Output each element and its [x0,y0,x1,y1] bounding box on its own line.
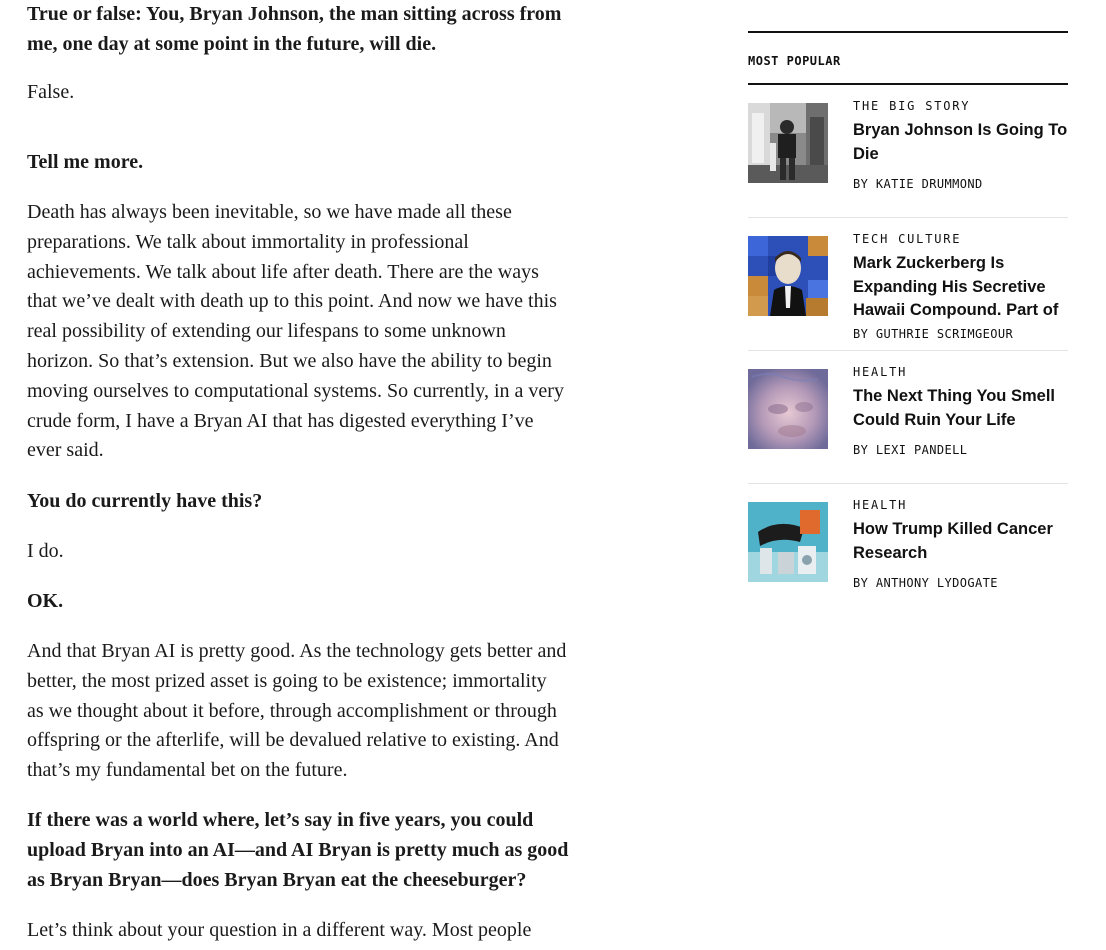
interview-question [27,587,63,617]
interview-answer [27,78,74,108]
most-popular-list [748,85,1068,617]
story-author-link[interactable]: GUTHRIE SCRIMGEOUR [875,326,1014,341]
paragraph-line: moving ourselves to computational systems. So currently, in a very [27,379,564,402]
paragraph-line: better, the most prized asset is going to be existence; immortality [27,669,547,692]
interview-answer [27,916,531,946]
story-headline-line: Expanding His Secretive [853,277,1046,296]
story-rubric: HEALTH [853,498,908,512]
byline-prefix: BY [853,177,869,191]
story-rubric: TECH CULTURE [853,232,962,246]
byline-prefix: BY [853,326,869,341]
story-item [748,351,1068,484]
paragraph-line: horizon. So that’s extension. But we also have the ability to begin [27,349,552,372]
paragraph-line: me, one day at some point in the future, will die. [27,32,437,55]
paragraph-line: real possibility of extending our lifespans to some unknown [27,320,506,343]
paragraph-line: offspring or the afterlife, will be devalued relative to existing. And [27,729,559,752]
paragraph-line: Let’s think about your question in a different way. Most people [27,919,532,941]
most-popular-heading: MOST POPULAR [748,33,1068,85]
story-author-link[interactable]: LEXI PANDELL [875,443,968,457]
paragraph-line: achievements. We talk about life after death. There are the ways [27,260,539,283]
paragraph-line: Tell me more. [27,151,144,173]
interview-answer [27,637,566,786]
story-byline [853,443,1068,457]
story-headline-line: Bryan Johnson Is Going To [853,121,1068,139]
story-headline-line: Research [853,543,928,562]
byline-prefix: BY [853,576,869,590]
story-thumbnail[interactable] [748,103,828,183]
paragraph-line: that we’ve dealt with death up to this point. And now we have this [27,290,557,313]
paragraph-line: as Bryan Bryan—does Bryan Bryan eat the cheeseburger? [27,868,527,891]
interview-answer [27,537,64,567]
story-text [853,498,1068,590]
paragraph-line: If there was a world where, let’s say in five years, you could [27,809,534,831]
story-text [853,232,1068,341]
paragraph-line: You do currently have this? [27,490,263,512]
story-headline-line: Die [853,144,879,163]
paragraph-line: crude form, I have a Bryan AI that has digested everything I’ve [27,409,534,432]
story-headline-line: Mark Zuckerberg Is [853,254,1005,272]
interview-question [27,806,568,895]
paragraph-line: that’s my fundamental bet on the future. [27,759,348,782]
interview-question [27,148,143,178]
zuckerberg-collage-photo-icon [748,236,828,316]
story-headline-link[interactable] [853,252,1068,323]
story-headline-link[interactable] [853,385,1068,432]
story-headline-line: How Trump Killed Cancer [853,520,1053,538]
paragraph-line: Death has always been inevitable, so we have made all these [27,201,512,223]
story-author-link[interactable]: ANTHONY LYDOGATE [875,576,998,590]
blurry-face-photo-icon [748,369,828,449]
story-text [853,365,1068,457]
paragraph-line: True or false: You, Bryan Johnson, the man sitting across from [27,3,562,25]
paragraph-line: OK. [27,590,64,612]
story-headline-line: Could Ruin Your Life [853,410,1016,429]
story-author-link[interactable]: KATIE DRUMMOND [875,177,983,191]
paragraph-line: False. [27,81,75,103]
lab-objects-photo-icon [748,502,828,582]
interview-question [27,487,262,517]
story-headline-link[interactable] [853,119,1068,166]
story-headline-line: The Next Thing You Smell [853,387,1055,405]
paragraph-line: And that Bryan AI is pretty good. As the technology gets better and [27,640,567,662]
story-thumbnail[interactable] [748,369,828,449]
story-rubric: HEALTH [853,365,908,379]
byline-prefix: BY [853,443,869,457]
man-in-room-photo-icon [748,103,828,183]
story-byline [853,327,1068,341]
story-headline-line: Hawaii Compound. Part of [853,301,1059,319]
story-byline [853,576,1068,590]
paragraph-line: preparations. We talk about immortality in professional [27,230,469,253]
story-item [748,484,1068,617]
paragraph-line: as we thought about it before, through accomplishment or through [27,699,557,722]
story-headline-link[interactable] [853,518,1068,565]
story-byline [853,177,1068,191]
story-item [748,85,1068,218]
paragraph-line: upload Bryan into an AI—and AI Bryan is pretty much as good [27,838,569,861]
story-thumbnail[interactable] [748,502,828,582]
story-item [748,218,1068,351]
paragraph-line: I do. [27,540,64,562]
paragraph-line: ever said. [27,439,104,462]
story-rubric: THE BIG STORY [853,99,971,113]
story-text [853,99,1068,191]
story-thumbnail[interactable] [748,236,828,316]
interview-answer [27,198,564,466]
most-popular-sidebar [748,31,1068,617]
interview-question [27,0,561,60]
